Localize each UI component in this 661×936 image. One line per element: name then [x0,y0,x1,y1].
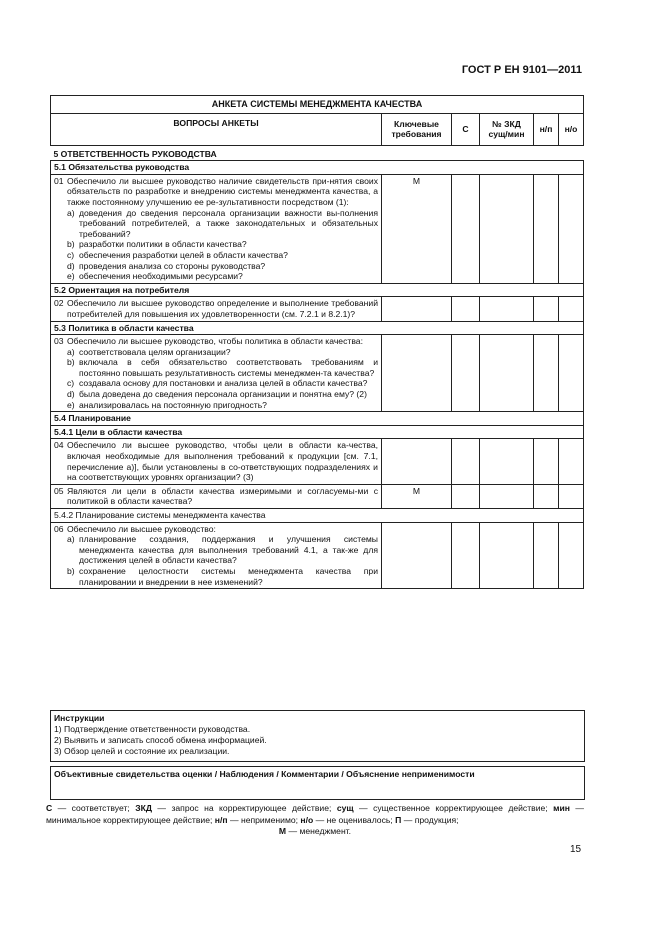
col-key-requirements: Ключевые требования [382,113,452,145]
zkd-cell[interactable] [480,522,534,589]
question-text: Обеспечило ли высшее руководство наличие свидетельств при-нятия своих обязательств по разработке и внедрению системы менеджмента качества, а также постоянному улучшению ее ре-зультативности посредством (1): [67,175,378,207]
question-number: 06 [54,523,64,534]
instruction-item: 1) Подтверждение ответственности руководства. [54,724,251,734]
zkd-cell[interactable] [480,174,534,283]
legend-text: — существенное корректирующее действие; [353,803,548,813]
key-requirement-cell [382,439,452,484]
table-row [51,297,584,321]
legend-text: — неприменимо; [227,814,301,825]
no-cell[interactable] [559,439,584,484]
legend-abbr: н/о [300,814,314,825]
legend-abbr: М [278,826,287,836]
question-04 [51,439,382,484]
document-id: ГОСТ Р ЕН 9101—2011 [461,64,582,76]
question-item: сохранение целостности системы менеджмента качества при планировании и внедрении в нее изменений? [79,565,378,587]
no-cell[interactable] [559,335,584,412]
zkd-cell[interactable] [480,335,534,412]
legend-text: — минимальное корректирующее действие; [46,803,585,825]
table-row [51,484,584,508]
np-cell[interactable] [534,522,559,589]
subsection-5-4: 5.4 Планирование [51,412,584,426]
key-requirement-cell [382,297,452,321]
question-item: проведения анализа со стороны руководства? [79,260,266,271]
question-item: включала в себя обязательство соответствовать требованиям и постоянно повышать результативность системы менеджмен-та качества? [79,357,378,378]
subsection-5-1: 5.1 Обязательства руководства [51,161,584,175]
questionnaire-table [50,95,584,589]
col-zkd: № ЗКД сущ/мин [480,113,534,145]
question-01: 01 Обеспечило ли высшее руководство наличие свидетельств при-нятия своих обязательств по разработке и внедрению системы менеджмента качества, а также постоянному улучшению ее ре-зультативности посредством (1): a) доведения до сведения персонала организации важности вы-полнения требований потребителей, а также законодательных и обязательных требований? b) разработки политики в области качества? c) обеспечения разработки целей в области качества? d) проведения анализа со стороны руководства? e) обеспечения необходимыми ресурсами? [51,174,382,283]
legend-abbr: мин [553,803,570,813]
np-cell[interactable] [534,484,559,508]
c-cell[interactable] [452,484,480,508]
c-cell[interactable] [452,335,480,412]
col-c: С [452,113,480,145]
question-text: Являются ли цели в области качества измеримыми и согласуемы-ми с политикой в области качества? [67,485,378,507]
question-03: 03 Обеспечило ли высшее руководство, чтобы политика в области качества: a) соответствовала целям организации? b) включала в себя обязательство соответствовать требованиям и постоянно повышать результативность системы менеджмен-та качества? c) создавала основу для постановки и анализа целей в области качества? d) была доведена до сведения персонала организации и понятна ему? (2) e) анализировалась на постоянную пригодность? [51,335,382,412]
question-item: обеспечения необходимыми ресурсами? [79,271,243,282]
question-02 [51,297,382,321]
np-cell[interactable] [534,174,559,283]
page-number: 15 [570,844,582,855]
question-06: 06 Обеспечило ли высшее руководство: a) планирование создания, поддержания и улучшения системы менеджмента качества для выполнения требований 4.1, а так-же для достижения целей в области качества? b) сохранение целостности системы менеджмента качества при планировании и внедрении в нее изменений? [51,522,382,589]
col-questions: ВОПРОСЫ АНКЕТЫ [51,113,382,145]
legend-text: — не оценивалось; [313,814,396,825]
legend [46,803,584,838]
col-np: н/п [534,113,559,145]
key-requirement-cell: M [382,484,452,508]
legend-text: — соответствует; [52,803,136,813]
np-cell[interactable] [534,335,559,412]
subsection-5-2: 5.2 Ориентация на потребителя [51,283,584,297]
table-row [51,335,584,412]
question-number: 01 [54,175,64,186]
no-cell[interactable] [559,297,584,321]
question-number: 03 [54,336,64,347]
zkd-cell[interactable] [480,439,534,484]
instructions-box [50,710,585,762]
question-number: 05 [54,485,64,496]
legend-abbr: П [395,814,402,825]
zkd-cell[interactable] [480,484,534,508]
question-item: доведения до сведения персонала организации важности вы-полнения требований потребителей, а также законодательных и обязательных требований? [79,207,378,239]
no-cell[interactable] [559,174,584,283]
instruction-item: 2) Выявить и записать способ обмена информацией. [54,735,267,745]
key-requirement-cell [382,335,452,412]
c-cell[interactable] [452,439,480,484]
table-row [51,174,584,283]
col-no: н/о [559,113,584,145]
question-text: Обеспечило ли высшее руководство: [67,523,216,534]
question-text: Обеспечило ли высшее руководство, чтобы политика в области качества: [67,336,363,347]
section-title: 5 ОТВЕТСТВЕННОСТЬ РУКОВОДСТВА [53,148,217,159]
table-row [51,439,584,484]
legend-text: — менеджмент. [286,826,352,836]
c-cell[interactable] [452,522,480,589]
question-text: Обеспечило ли высшее руководство определение и выполнение требований потребителей для повышения их удовлетворенности (см. 7.2.1 и 8.2.1)? [67,298,378,319]
objective-evidence-box[interactable] [50,766,585,800]
question-item: анализировалась на постоянную пригодность? [79,399,267,410]
question-item: разработки политики в области качества? [79,239,247,250]
legend-abbr: сущ [336,803,354,813]
np-cell[interactable] [534,297,559,321]
legend-text: — запрос на корректирующее действие; [152,803,337,813]
subsection-5-4-2: 5.4.2 Планирование системы менеджмента качества [51,509,584,523]
c-cell[interactable] [452,297,480,321]
question-05 [51,484,382,508]
legend-abbr: н/п [214,814,228,825]
question-number: 04 [54,440,64,451]
key-requirement-cell: M [382,174,452,283]
objective-evidence-title: Объективные свидетельства оценки / Наблюдения / Комментарии / Объяснение неприменимости [54,769,475,779]
question-item: планирование создания, поддержания и улучшения системы менеджмента качества для выполнения требований 4.1, а так-же для достижения целей в области качества? [79,534,378,566]
np-cell[interactable] [534,439,559,484]
question-item: соответствовала целям организации? [79,346,231,357]
table-title: АНКЕТА СИСТЕМЫ МЕНЕДЖМЕНТА КАЧЕСТВА [51,96,584,114]
no-cell[interactable] [559,522,584,589]
key-requirement-cell [382,522,452,589]
subsection-5-3: 5.3 Политика в области качества [51,321,584,335]
legend-abbr: С [46,803,53,813]
instruction-item: 3) Обзор целей и состояние их реализации. [54,746,230,756]
legend-text: — продукция; [401,814,459,825]
instructions-title: Инструкции [54,713,105,723]
question-number: 02 [54,298,64,309]
question-item: создавала основу для постановки и анализа целей в области качества? [79,378,368,389]
table-row [51,522,584,589]
question-item: обеспечения разработки целей в области качества? [79,249,288,260]
no-cell[interactable] [559,484,584,508]
subsection-5-4-1: 5.4.1 Цели в области качества [51,425,584,439]
legend-abbr: ЗКД [135,803,152,813]
question-text: Обеспечило ли высшее руководство, чтобы цели в области ка-чества, включая необходимые для выполнения требований к продукции [см. 7.1, перечисление а)], были установлены в со-ответствующих подразделениях и на соответствующих уровнях организации? (3) [67,440,378,483]
zkd-cell[interactable] [480,297,534,321]
question-item: была доведена до сведения персонала организации и понятна ему? (2) [79,389,367,400]
c-cell[interactable] [452,174,480,283]
